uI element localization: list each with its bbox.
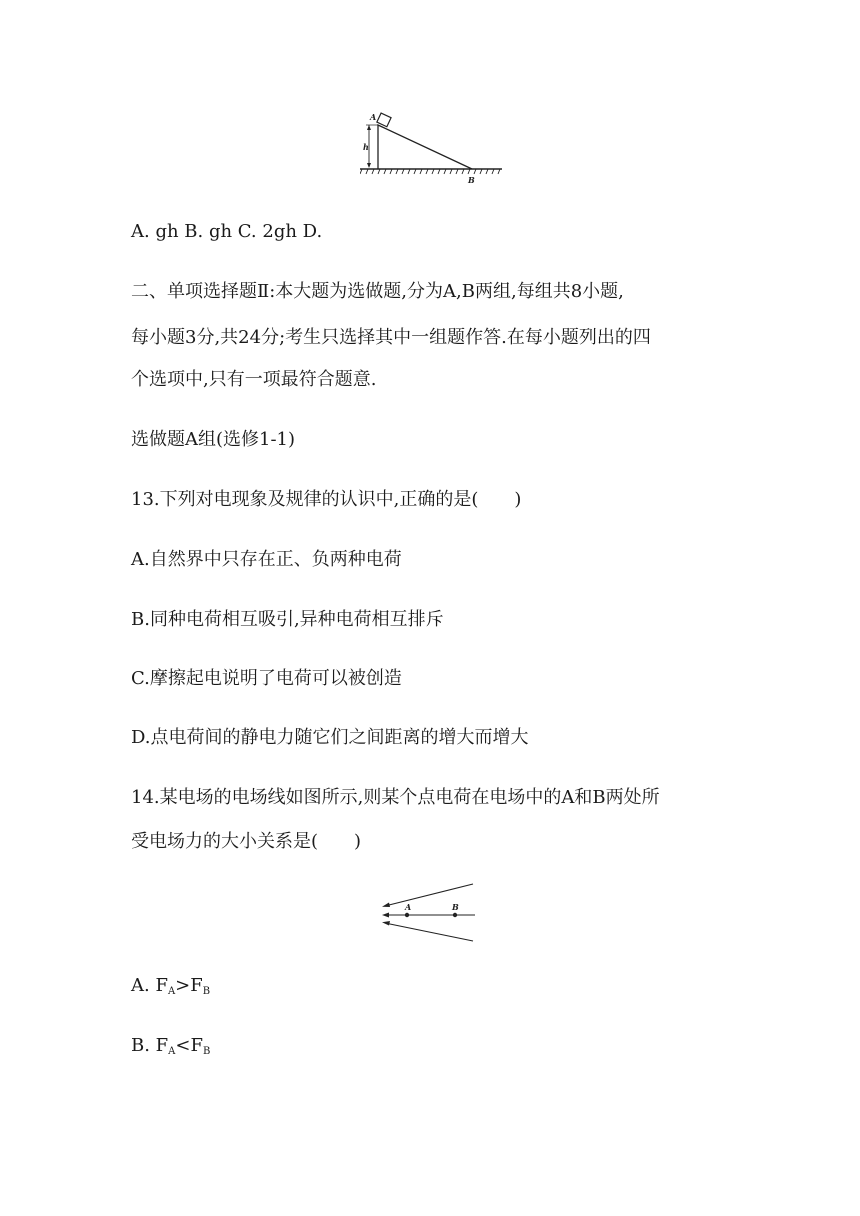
q13-option-d: D.点电荷间的静电力随它们之间距离的增大而增大 [131,727,529,748]
field-line-upper [385,884,473,906]
q14-option-a-op: >F [175,975,203,996]
label-h: h [363,142,369,152]
section-instruction-line-2: 每小题3分,共24分;考生只选择其中一组题作答.在每小题列出的四 [131,327,651,348]
label-b: B [468,175,475,185]
section-instruction-line-1: 二、单项选择题Ⅱ:本大题为选做题,分为A,B两组,每组共8小题, [131,281,624,302]
q13-stem: 13.下列对电现象及规律的认识中,正确的是( ) [131,489,522,510]
point-a [405,913,409,917]
q14-option-a-prefix: A. F [131,975,168,996]
q14-stem-line-1: 14.某电场的电场线如图所示,则某个点电荷在电场中的A和B两处所 [131,787,660,808]
field-line-lower [385,923,473,941]
electric-field-figure [375,878,480,946]
field-label-a: A [405,902,412,912]
label-a: A [370,112,377,122]
section-instruction-line-3: 个选项中,只有一项最符合题意. [131,369,377,390]
ground-hatching [360,169,500,174]
q13-option-c: C.摩擦起电说明了电荷可以被创造 [131,668,402,689]
block [377,113,391,127]
q14-option-b [131,1034,210,1058]
previous-question-options: A. gh B. gh C. 2gh D. [131,221,323,242]
incline-figure [360,108,510,188]
q14-stem-line-2: 受电场力的大小关系是( ) [131,831,362,852]
q14-option-a-sub-a: A [167,986,176,997]
q13-option-b: B.同种电荷相互吸引,异种电荷相互排斥 [131,609,444,630]
group-a-title: 选做题A组(选修1-1) [131,429,296,450]
point-b [453,913,457,917]
q14-option-b-op: <F [175,1035,203,1056]
incline-triangle [378,125,472,169]
q14-option-b-prefix: B. F [131,1035,169,1056]
field-label-b: B [452,902,459,912]
q14-option-a-sub-b: B [202,986,211,997]
q14-option-a [131,974,210,998]
q14-option-b-sub-b: B [202,1046,211,1057]
q13-option-a: A.自然界中只存在正、负两种电荷 [131,549,402,570]
q14-option-b-sub-a: A [168,1046,176,1057]
